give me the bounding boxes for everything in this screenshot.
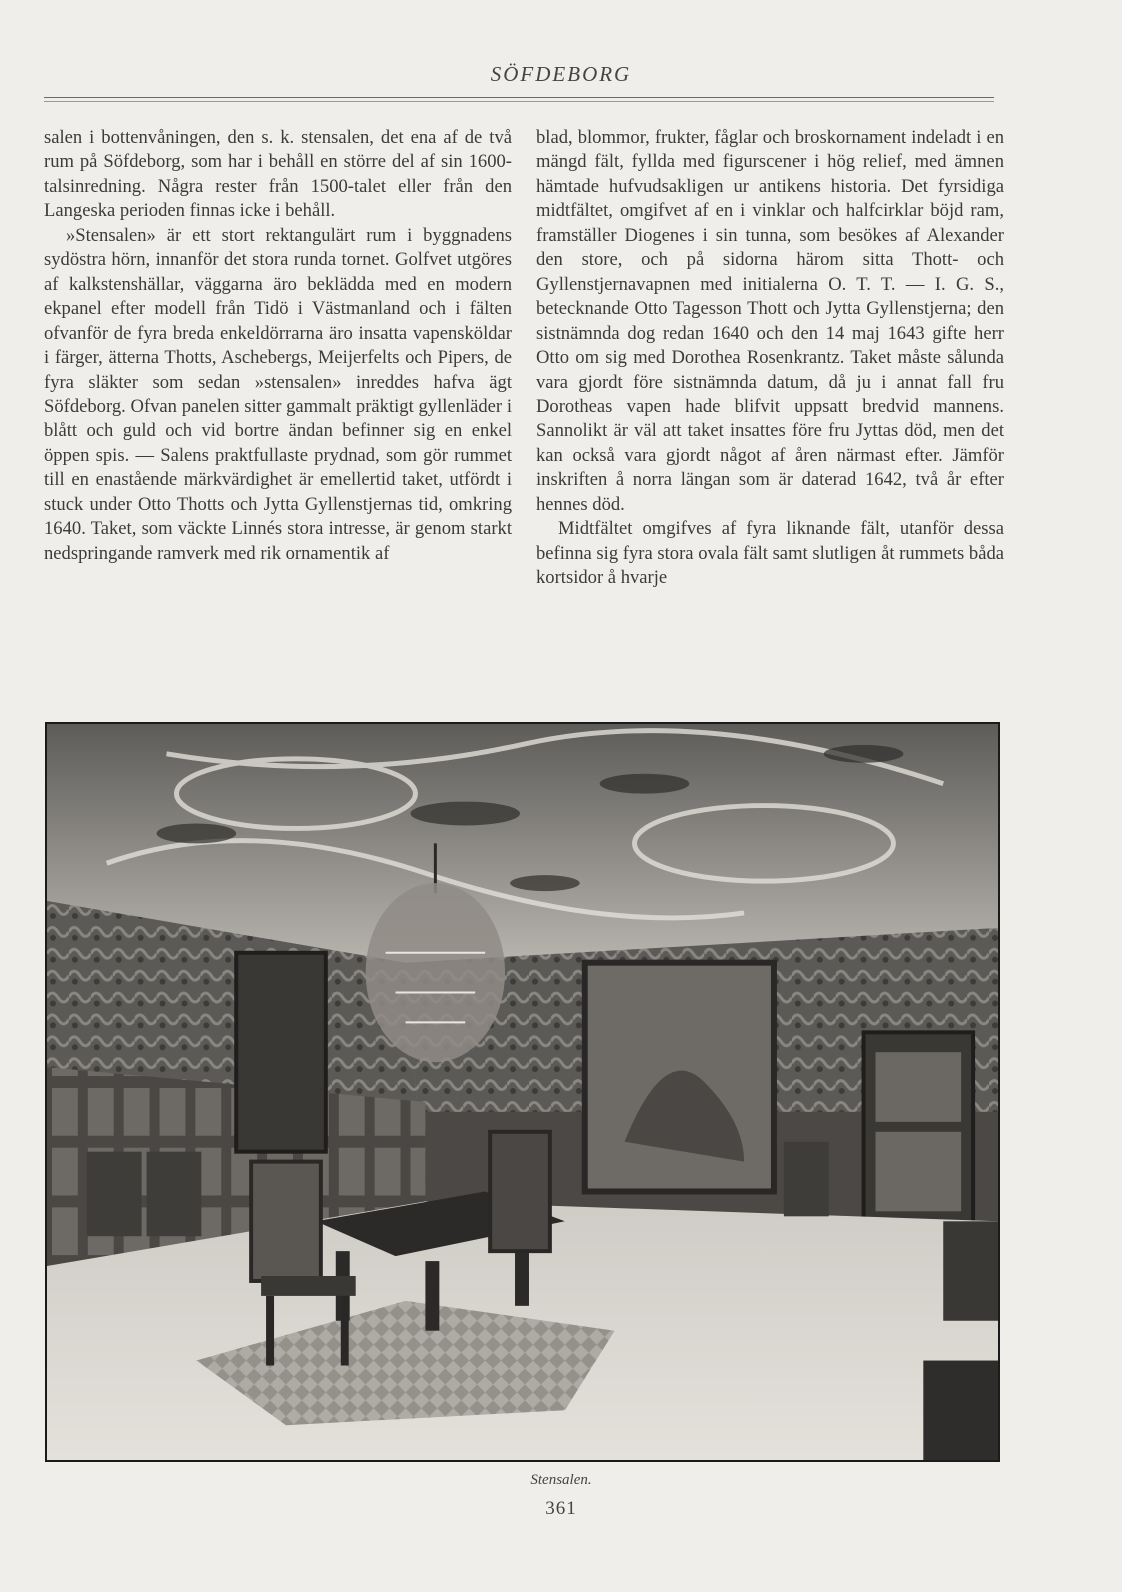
page-number: 361: [545, 1498, 577, 1519]
right-column: [536, 126, 1004, 591]
header-rule: [44, 97, 994, 98]
left-paragraph-1: salen i bottenvåningen, den s. k. stensalen, det ena af de två rum på Söfdeborg, som har i behåll en större del af sin 1600-talsinredning. Några rester från 1500-talet eller från den Langeska perioden finnas icke i behåll.: [44, 127, 512, 222]
interior-illustration: [47, 724, 998, 1460]
header-rule-thin: [44, 101, 994, 102]
figure-caption: Stensalen.: [530, 1472, 592, 1488]
right-paragraph-1: blad, blommor, frukter, fåglar och broskornament indeladt i en mängd fält, fyllda med figurscener i hög relief, med ämnen hämtade hufvudsakligen ur antikens historia. Det fyrsidiga midtfältet, omgifvet af en i vinklar och halfcirklar böjd ram, framställer Diogenes i sin tunna, som besökes af Alexander den store, och på sidorna härom sitta Thott- och Gyllenstjernavapnen med initialerna O. T. T. — I. G. S., betecknande Otto Tagesson Thott och Jytta Gyllenstjerna; den sistnämnda dog redan 1640 och den 14 maj 1643 gifte herr Otto om sig med Dorothea Rosenkrantz. Taket måste sålunda vara gjordt före sistnämnda datum, då ju i annat fall fru Dorotheas vapen hade blifvit uppsatt bredvid mannens. Sannolikt är väl att taket insattes före fru Jyttas död, men det kan också vara gjordt något af åren närmast efter. Jämför inskriften å norra längan som är daterad 1642, två år efter hennes död.: [536, 127, 1004, 515]
left-column: [44, 126, 512, 566]
right-paragraph-2: Midtfältet omgifves af fyra liknande fält, utanför dessa befinna sig fyra stora ovala fält samt slutligen åt rummets båda kortsidor å hvarje: [536, 518, 1004, 589]
running-title: SÖFDEBORG: [490, 62, 632, 86]
stensalen-photograph: [45, 722, 1000, 1462]
left-paragraph-2: »Stensalen» är ett stort rektangulärt rum i byggnadens sydöstra hörn, innanför det stora runda tornet. Golfvet utgöres af kalkstenshällar, väggarna äro beklädda med en modern ekpanel efter modell från Tidö i Västmanland och i fälten ofvanför de fyra breda enkeldörrarna äro insatta vapensköldar i färger, ätterna Thotts, Aschebergs, Meijerfelts och Pipers, de fyra släkter som sedan »stensalen» inreddes hafva ägt Söfdeborg. Ofvan panelen sitter gammalt präktigt gyllenläder i blått och guld och vid bortre ändan befinner sig en enkel öppen spis. — Salens praktfullaste prydnad, som gör rummet till en enastående märkvärdighet är emellertid taket, utfördt i stuck under Otto Thotts och Jytta Gyllenstjernas tid, omkring 1640. Taket, som väckte Linnés stora intresse, är genom starkt nedspringande ramverk med rik ornamentik af: [44, 224, 512, 564]
